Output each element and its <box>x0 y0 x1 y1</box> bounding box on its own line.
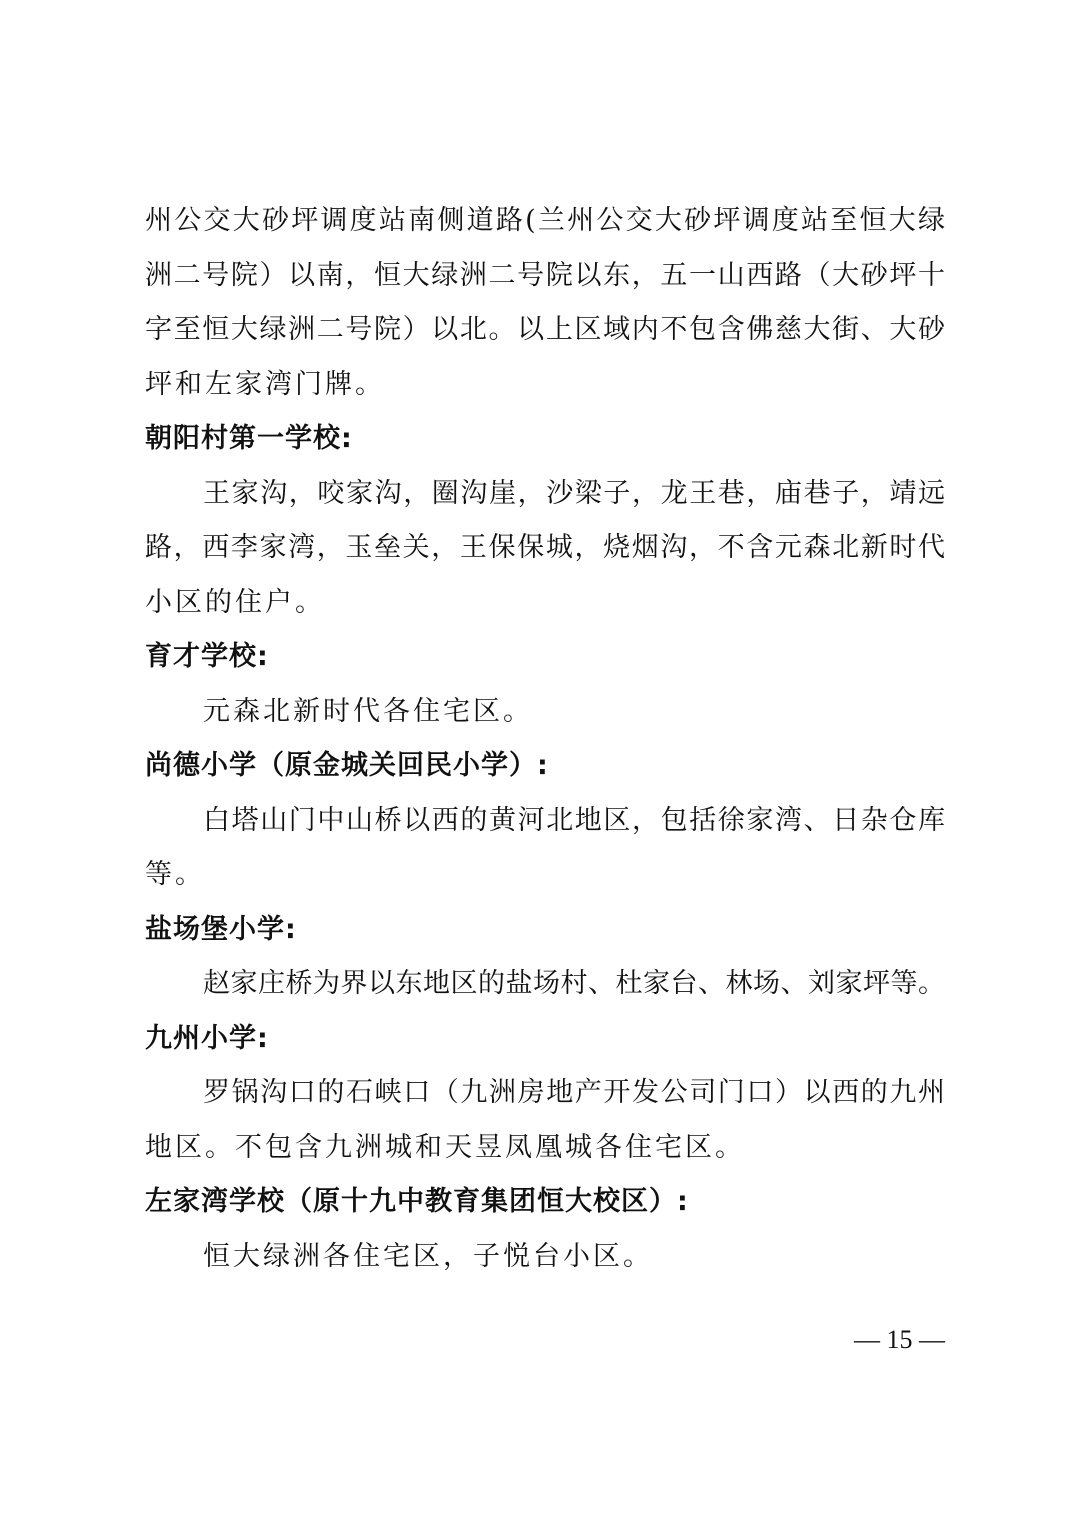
school-heading-yucai: 育才学校: <box>145 641 269 672</box>
body-line: 洲二号院）以南，恒大绿洲二号院以东，五一山西路（大砂坪十 <box>145 259 945 291</box>
body-line: 坪和左家湾门牌。 <box>145 368 385 400</box>
body-line: 元森北新时代各住宅区。 <box>203 695 533 727</box>
school-heading-yanchangpu: 盐场堡小学: <box>145 913 297 945</box>
page-number: — 15 — <box>854 1325 945 1354</box>
body-line: 恒大绿洲各住宅区，子悦台小区。 <box>203 1240 653 1272</box>
school-heading-jiuzhou: 九州小学: <box>145 1022 269 1054</box>
body-line: 白塔山门中山桥以西的黄河北地区，包括徐家湾、日杂仓库 <box>203 804 945 836</box>
body-line: 罗锅沟口的石峡口（九洲房地产开发公司门口）以西的九州 <box>203 1077 945 1108</box>
body-line: 等。 <box>145 859 205 890</box>
school-heading-shangde: 尚德小学（原金城关回民小学）: <box>145 750 549 781</box>
school-heading-chaoyangcun: 朝阳村第一学校: <box>145 423 353 454</box>
document-body <box>145 194 945 1284</box>
body-line: 字至恒大绿洲二号院）以北。以上区域内不包含佛慈大街、大砂 <box>145 314 945 345</box>
body-line: 王家沟，咬家沟，圈沟崖，沙梁子，龙王巷，庙巷子，靖远 <box>203 477 945 509</box>
body-line: 路，西李家湾，玉垒关，王保保城，烧烟沟，不含元森北新时代 <box>145 532 945 563</box>
body-line: 小区的住户。 <box>145 586 325 618</box>
body-line: 赵家庄桥为界以东地区的盐场村、杜家台、林场、刘家坪等。 <box>203 968 945 999</box>
body-line: 地区。不包含九洲城和天昱凤凰城各住宅区。 <box>145 1131 745 1163</box>
body-line: 州公交大砂坪调度站南侧道路(兰州公交大砂坪调度站至恒大绿 <box>145 205 945 236</box>
school-heading-zuojiawan: 左家湾学校（原十九中教育集团恒大校区）: <box>145 1186 689 1217</box>
